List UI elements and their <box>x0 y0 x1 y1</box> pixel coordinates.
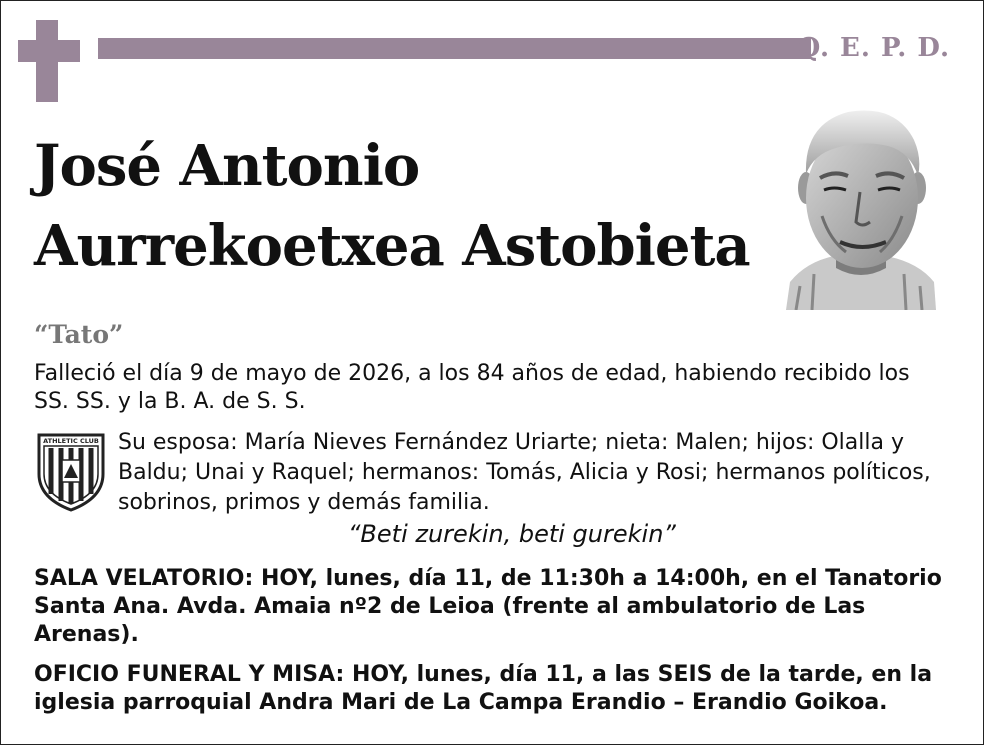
portrait-photo <box>786 96 936 310</box>
nickname: “Tato” <box>34 320 124 349</box>
name-line-2: Aurrekoetxea Astobieta <box>34 213 750 279</box>
motto: “Beti zurekin, beti gurekin” <box>348 520 676 548</box>
funeral-info: OFICIO FUNERAL Y MISA: HOY, lunes, día 11, a las SEIS de la tarde, en la iglesia parroquial Andra Mari de La Campa Erandio – Erandio Goikoa. <box>34 662 933 715</box>
wake-info: SALA VELATORIO: HOY, lunes, día 11, de 11:30h a 14:00h, en el Tanatorio Santa Ana. Avda. Amaia nº2 de Leioa (frente al ambulatorio de Las Arenas). <box>34 566 942 647</box>
family-list: Su esposa: María Nieves Fernández Uriarte; nieta: Malen; hijos: Olalla y Baldu; Unai y Raquel; hermanos: Tomás, Alicia y Rosi; hermanos políticos, sobrinos, primos y demás familia. <box>118 430 931 515</box>
death-notice-text: Falleció el día 9 de mayo de 2026, a los 84 años de edad, habiendo recibido los SS. SS. y la B. A. de S. S. <box>34 361 910 414</box>
name-line-1: José Antonio <box>34 133 420 199</box>
cross-icon <box>18 20 80 102</box>
header-bar <box>98 38 811 59</box>
crest-label: ATHLETIC CLUB <box>43 437 99 445</box>
athletic-club-crest-icon <box>36 432 106 512</box>
deceased-name <box>34 126 750 286</box>
qepd-label: Q. E. P. D. <box>797 33 950 63</box>
